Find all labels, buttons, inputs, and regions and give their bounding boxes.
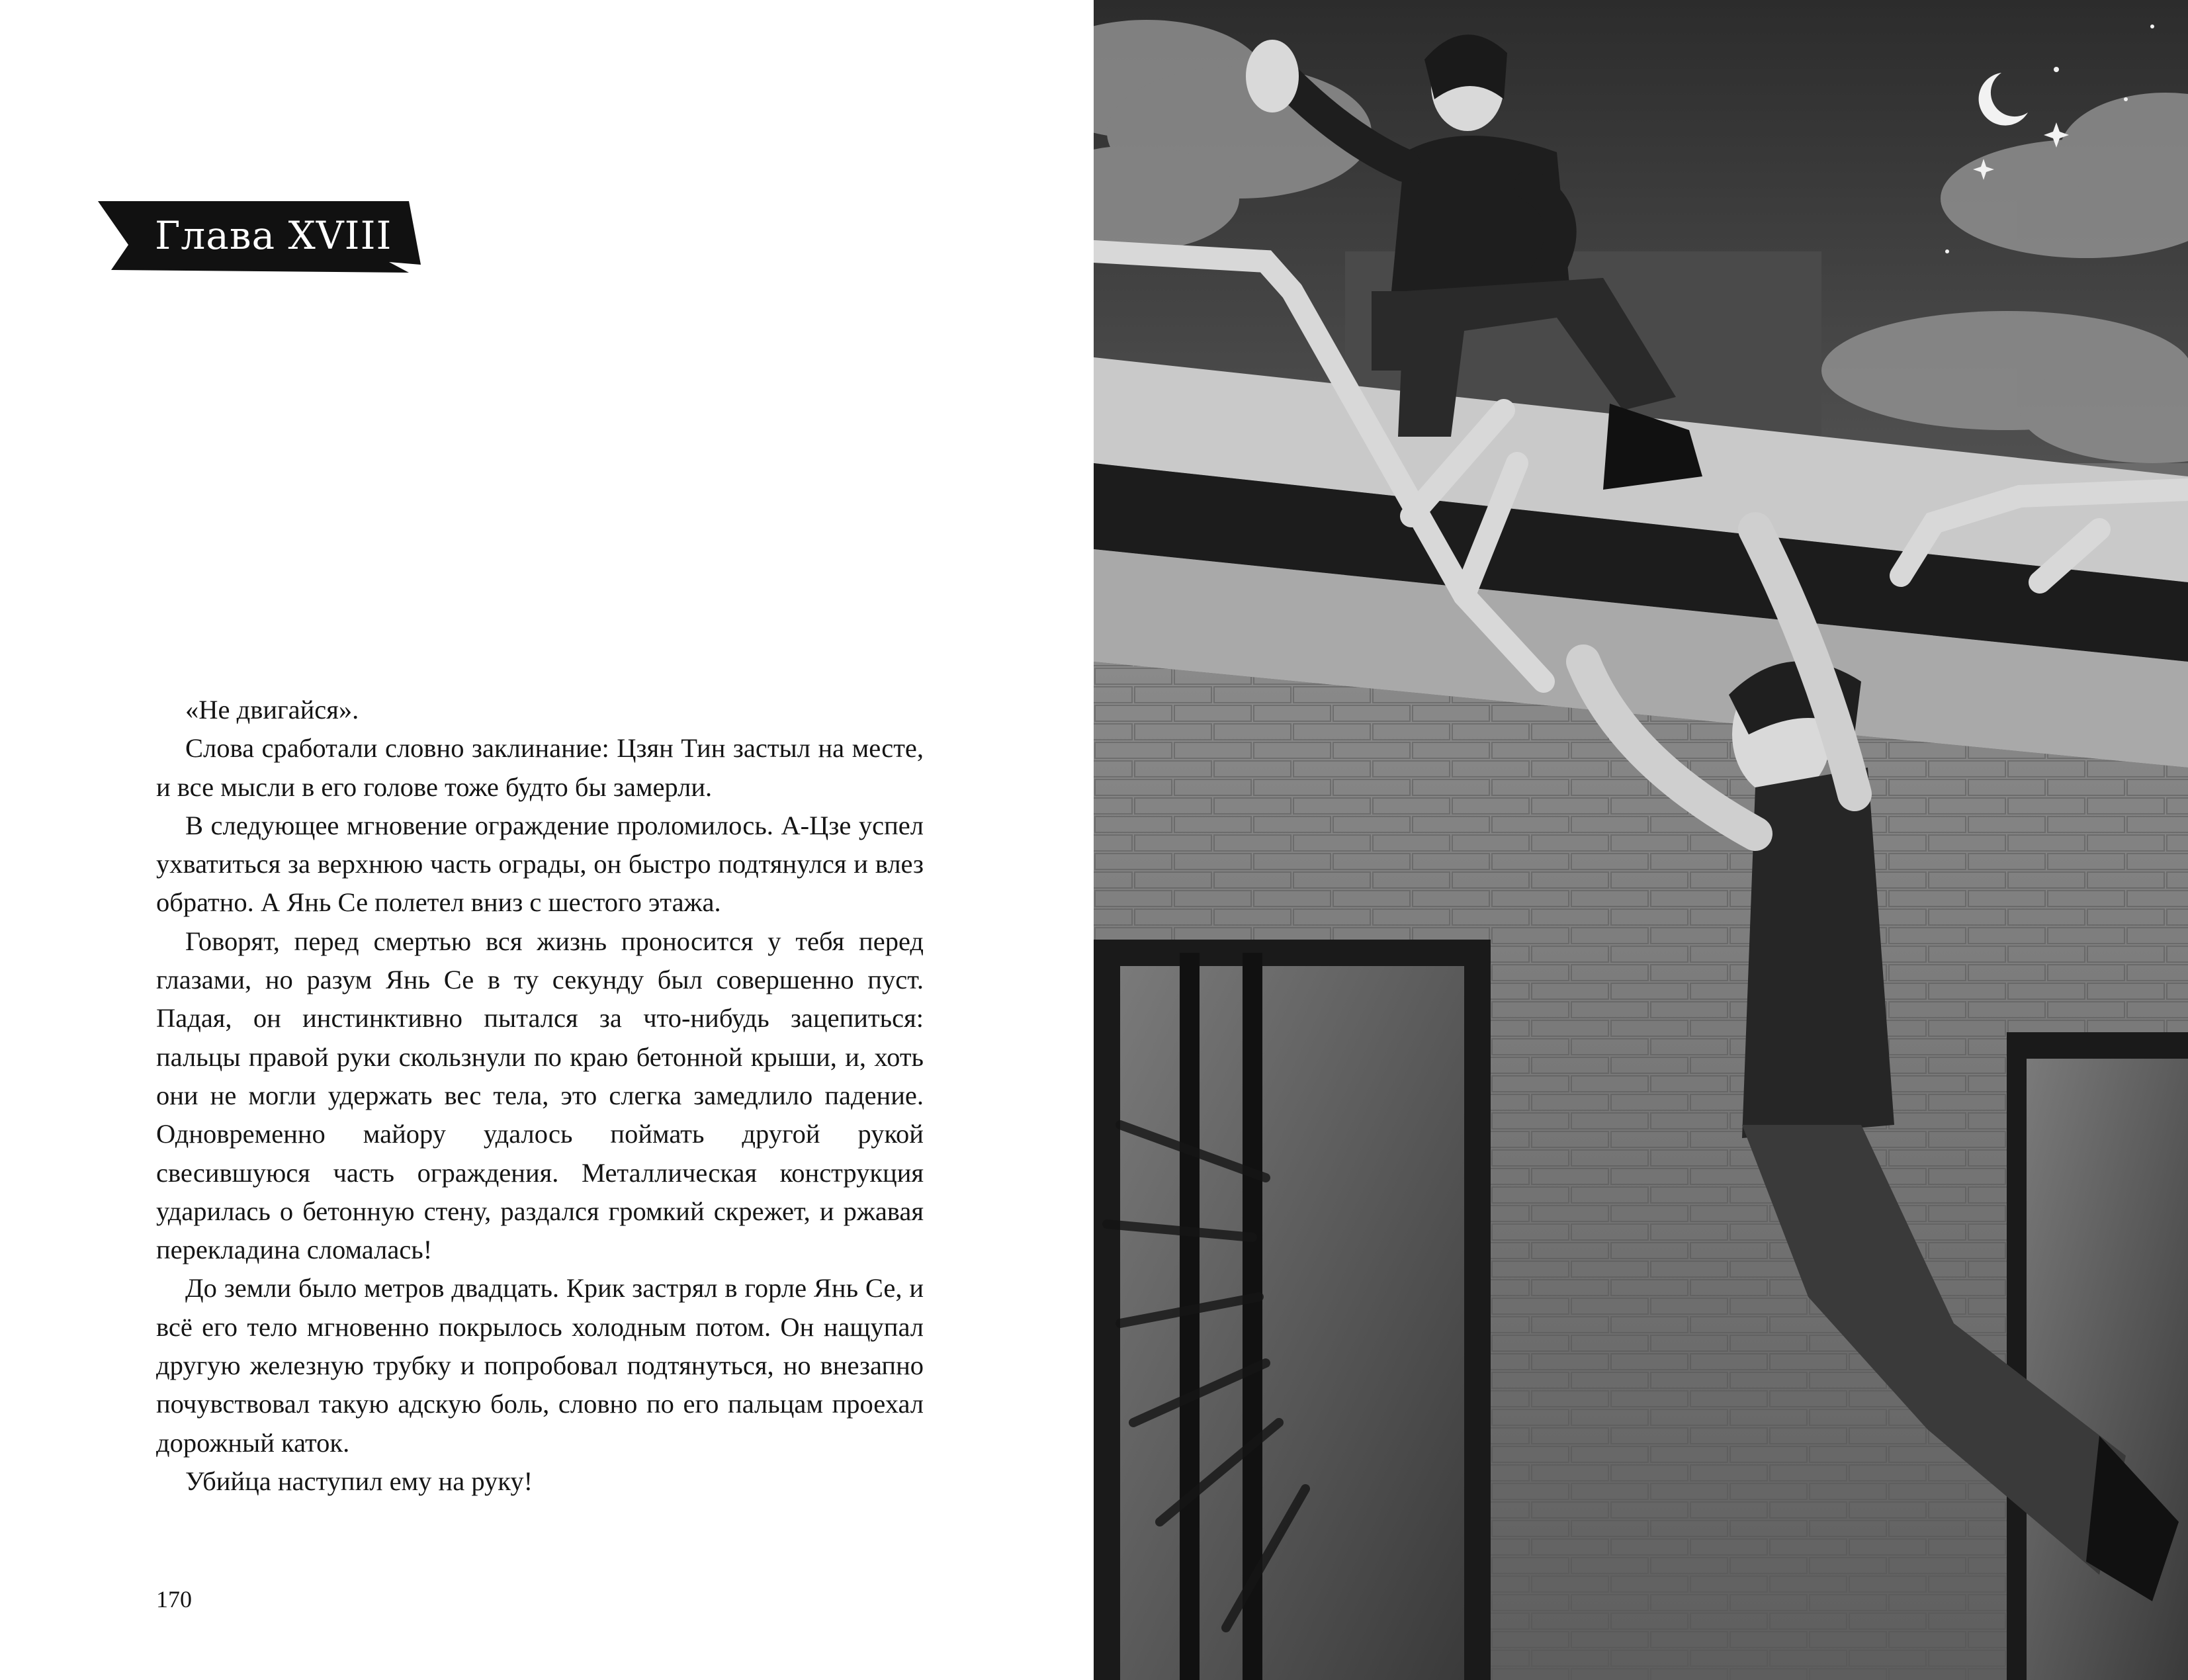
- paragraph: До земли было метров двадцать. Крик застрял в горле Янь Се, и всё его тело мгновенно покрылось холодным потом. Он нащупал другую железную трубку и попробовал подтянуться, но внезапно почувствовал такую адскую боль, словно по его пальцам проехал дорожный каток.: [156, 1273, 924, 1458]
- illustration: [1094, 0, 2188, 1680]
- paragraph: Слова сработали словно заклинание: Цзян Тин застыл на месте, и все мысли в его голове тоже будто бы замерли.: [156, 733, 924, 802]
- night-rooftop-illustration: [1094, 0, 2188, 1680]
- paragraph: В следующее мгновение ограждение проломилось. А-Цзе успел ухватиться за верхнюю часть ограды, он быстро подтянулся и влез обратно. А Янь Се полетел вниз с шестого этажа.: [156, 810, 924, 918]
- window-right: [2007, 1032, 2188, 1680]
- paragraph: Убийца наступил ему на руку!: [185, 1466, 533, 1496]
- page-number: 170: [156, 1586, 192, 1613]
- window-left: [1094, 940, 1491, 1680]
- paragraph: Говорят, перед смертью вся жизнь проносится у тебя перед глазами, но разум Янь Се в ту секунду был совершенно пуст. Падая, он инстинктивно пытался за что-нибудь зацепиться: пальцы правой руки скользнули по краю бетонной крыши, и, хоть они не могли удержать вес тела, это слегка замедлило падение. Одновременно майору удалось поймать другой рукой свесившуюся часть ограждения. Металлическая конструкция ударилась о бетонную стену, раздался громкий скрежет, и ржавая перекладина сломалась!: [156, 926, 924, 1265]
- paragraph: «Не двигайся».: [185, 695, 359, 725]
- body-text: [156, 691, 924, 1501]
- chapter-banner: [98, 199, 422, 273]
- chapter-title: Глава XVIII: [155, 213, 392, 258]
